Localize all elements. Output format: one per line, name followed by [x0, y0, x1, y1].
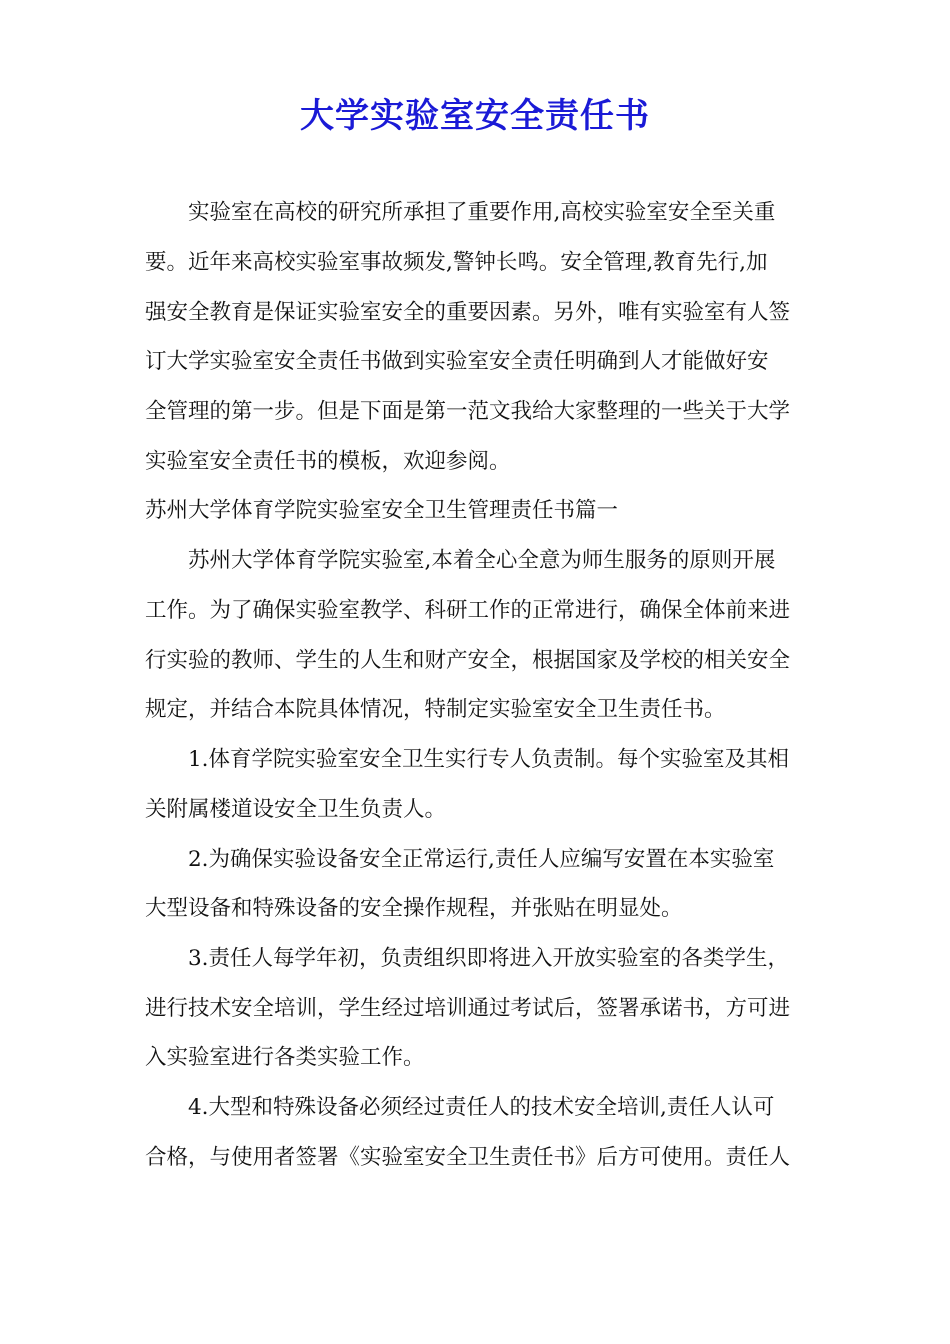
text-line: 入实验室进行各类实验工作。 — [145, 1045, 425, 1070]
text-line: 全管理的第一步。但是下面是第一范文我给大家整理的一些关于大学 — [145, 399, 791, 424]
list-item-text: 3.责任人每学年初，负责组织即将进入开放实验室的各类学生， — [188, 946, 790, 971]
text-line: 关附属楼道设安全卫生负责人。 — [145, 797, 447, 822]
text-line: 订大学实验室安全责任书做到实验室安全责任明确到人才能做好安 — [145, 349, 769, 374]
text-line: 大型设备和特殊设备的安全操作规程，并张贴在明显处。 — [145, 896, 683, 921]
text-line: 实验室在高校的研究所承担了重要作用,高校实验室安全至关重 — [188, 200, 776, 225]
list-item-text: 4.大型和特殊设备必须经过责任人的技术安全培训,责任人认可 — [188, 1095, 775, 1120]
text-line: 规定，并结合本院具体情况，特制定实验室安全卫生责任书。 — [145, 697, 726, 722]
section-heading: 苏州大学体育学院实验室安全卫生管理责任书篇一 — [145, 498, 619, 523]
list-item-text: 1.体育学院实验室安全卫生实行专人负责制。每个实验室及其相 — [188, 747, 790, 772]
text-line: 工作。为了确保实验室教学、科研工作的正常进行，确保全体前来进 — [145, 598, 791, 623]
text-line: 实验室安全责任书的模板，欢迎参阅。 — [145, 449, 511, 474]
list-item-text: 2.为确保实验设备安全正常运行,责任人应编写安置在本实验室 — [188, 847, 775, 872]
text-line: 苏州大学体育学院实验室,本着全心全意为师生服务的原则开展 — [188, 548, 776, 573]
text-line: 强安全教育是保证实验室安全的重要因素。另外，唯有实验室有人签 — [145, 300, 791, 325]
text-line: 合格，与使用者签署《实验室安全卫生责任书》后方可使用。责任人 — [145, 1145, 791, 1170]
document-title: 大学实验室安全责任书 — [300, 96, 650, 136]
text-line: 进行技术安全培训，学生经过培训通过考试后，签署承诺书，方可进 — [145, 996, 791, 1021]
text-line: 行实验的教师、学生的人生和财产安全，根据国家及学校的相关安全 — [145, 648, 791, 673]
text-line: 要。近年来高校实验室事故频发,警钟长鸣。安全管理,教育先行,加 — [145, 250, 768, 275]
